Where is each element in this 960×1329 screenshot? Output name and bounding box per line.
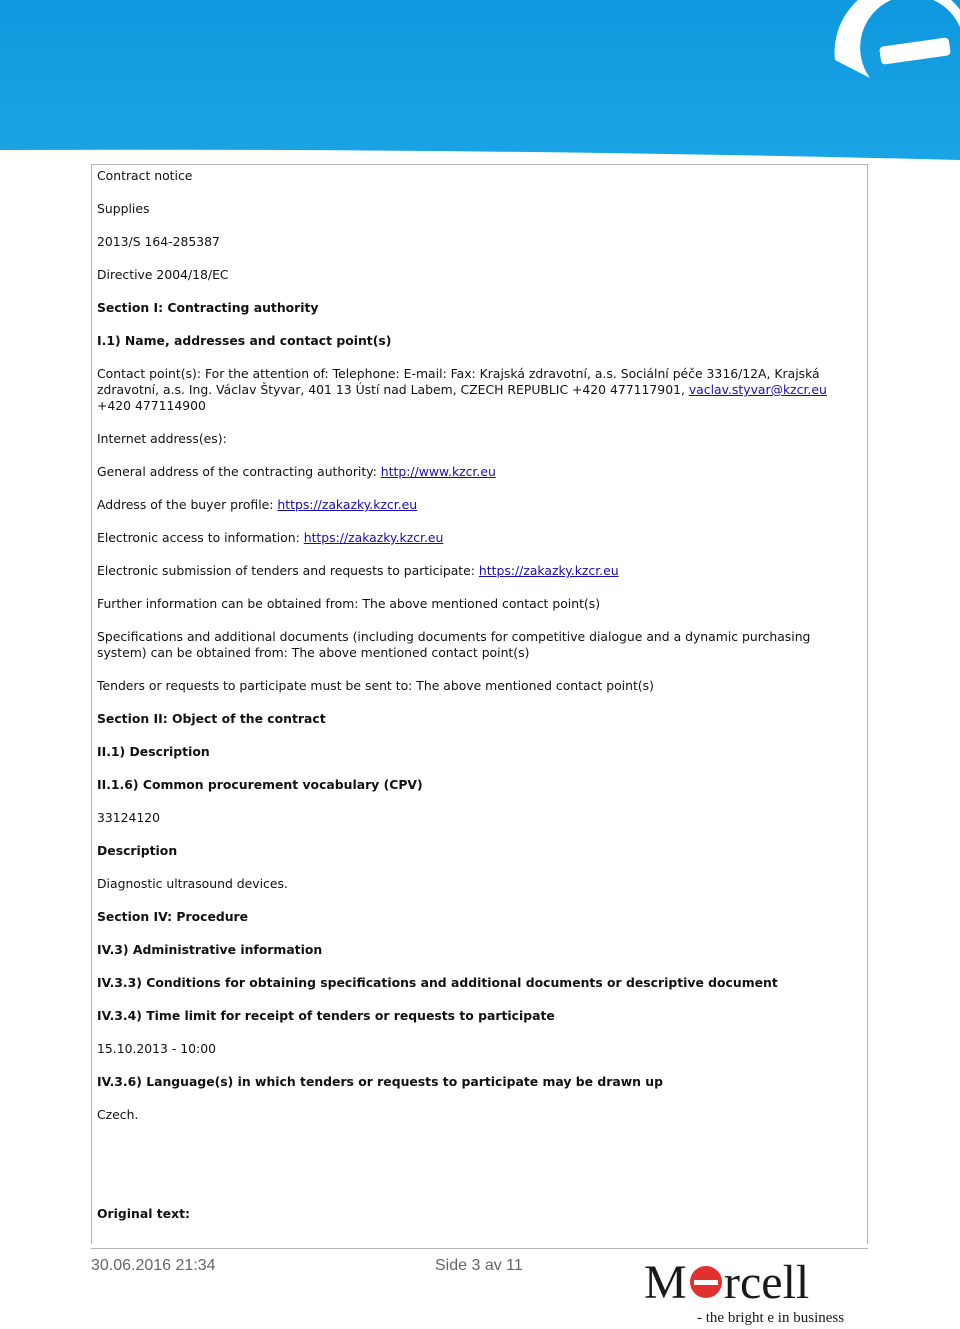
electronic-access [97, 530, 859, 546]
original-text-label: Original text: [97, 1206, 190, 1221]
footer-page-number: Side 3 av 11 [435, 1257, 523, 1274]
electronic-submission [97, 563, 859, 579]
notice-title: Contract notice [97, 168, 193, 183]
internet-label: Internet address(es): [97, 431, 227, 446]
section-1-1-heading: I.1) Name, addresses and contact point(s) [97, 333, 392, 348]
section-2-1-6-heading: II.1.6) Common procurement vocabulary (CPV) [97, 777, 423, 792]
general-address [97, 464, 859, 480]
section-2-heading: Section II: Object of the contract [97, 711, 326, 726]
electronic-submission-label: Electronic submission of tenders and requests to participate: [97, 563, 479, 578]
footer-divider [91, 1248, 868, 1249]
mercell-logo [642, 1254, 867, 1326]
contact-fax: +420 477114900 [97, 398, 206, 413]
logo-e-icon [690, 1266, 722, 1298]
language-value: Czech. [97, 1107, 139, 1122]
section-1-heading: Section I: Contracting authority [97, 300, 319, 315]
section-2-1-heading: II.1) Description [97, 744, 210, 759]
logo-text: rcell [724, 1256, 810, 1309]
logo-letter-m: M [644, 1256, 687, 1309]
notice-ref: 2013/S 164-285387 [97, 234, 220, 249]
contact-points [97, 366, 859, 414]
contact-text: Contact point(s): For the attention of: Telephone: E-mail: Fax: Krajská zdravotní, a.s. Sociální péče 3316/12A, Krajská zdravotní, a.s. Ing. Václav Štyvar, 401 13 Ústí nad Labem, CZECH REPUBLIC +420 477117901, [97, 366, 820, 397]
contact-email-link[interactable]: vaclav.styvar@kzcr.eu [688, 382, 827, 397]
section-4-3-4-heading: IV.3.4) Time limit for receipt of tenders or requests to participate [97, 1008, 555, 1023]
buyer-profile-label: Address of the buyer profile: [97, 497, 278, 512]
further-info: Further information can be obtained from: The above mentioned contact point(s) [97, 596, 601, 611]
tenders-sent-info: Tenders or requests to participate must be sent to: The above mentioned contact point(s) [97, 678, 654, 693]
general-address-link[interactable]: http://www.kzcr.eu [380, 464, 496, 479]
notice-type: Supplies [97, 201, 150, 216]
specifications-info: Specifications and additional documents (including documents for competitive dialogue and a dynamic purchasing system) can be obtained from: The above mentioned contact point(s) [97, 629, 811, 660]
notice-content [97, 168, 859, 1140]
electronic-access-label: Electronic access to information: [97, 530, 304, 545]
description-text: Diagnostic ultrasound devices. [97, 876, 288, 891]
section-4-heading: Section IV: Procedure [97, 909, 249, 924]
section-4-3-3-heading: IV.3.3) Conditions for obtaining specifications and additional documents or descriptive document [97, 975, 778, 990]
footer-date: 30.06.2016 21:34 [91, 1257, 216, 1274]
description-heading: Description [97, 843, 178, 858]
header-banner [0, 0, 960, 160]
section-4-3-6-heading: IV.3.6) Language(s) in which tenders or requests to participate may be drawn up [97, 1074, 663, 1089]
section-4-3-heading: IV.3) Administrative information [97, 942, 323, 957]
notice-directive: Directive 2004/18/EC [97, 267, 229, 282]
deadline-value: 15.10.2013 - 10:00 [97, 1041, 216, 1056]
cpv-code: 33124120 [97, 810, 161, 825]
electronic-submission-link[interactable]: https://zakazky.kzcr.eu [478, 563, 619, 578]
buyer-profile [97, 497, 859, 513]
logo-tagline: - the bright e in business [697, 1310, 845, 1326]
buyer-profile-link[interactable]: https://zakazky.kzcr.eu [277, 497, 418, 512]
electronic-access-link[interactable]: https://zakazky.kzcr.eu [303, 530, 444, 545]
general-address-label: General address of the contracting authority: [97, 464, 381, 479]
